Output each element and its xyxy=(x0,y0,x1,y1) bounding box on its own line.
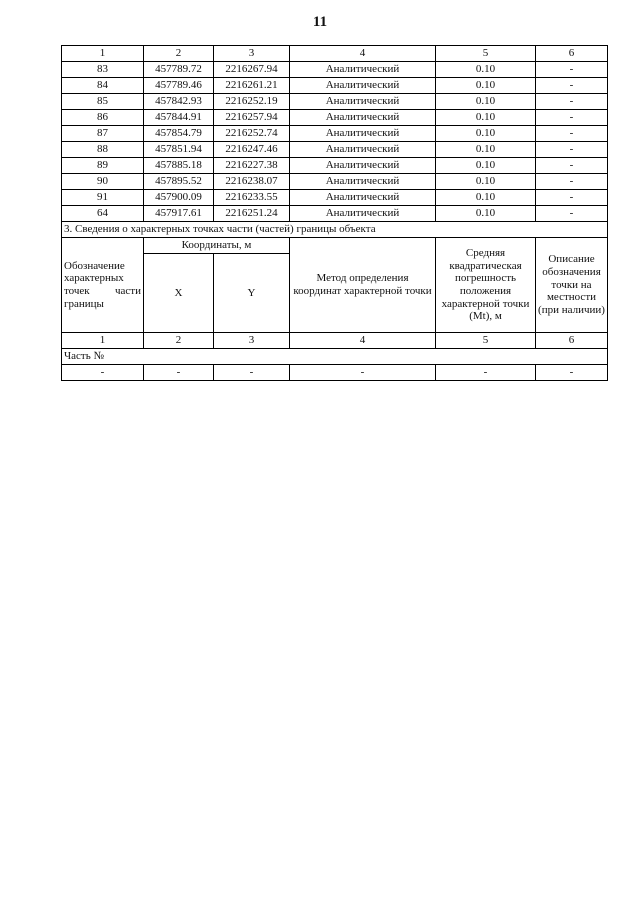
table-cell: 0.10 xyxy=(436,94,536,110)
table-cell: 91 xyxy=(62,190,144,206)
table-cell: 457789.72 xyxy=(144,62,214,78)
table-cell: 457844.91 xyxy=(144,110,214,126)
table-row xyxy=(62,158,608,174)
number-cell: 2 xyxy=(144,333,214,349)
table-cell: 88 xyxy=(62,142,144,158)
empty-cell: - xyxy=(214,365,290,381)
table-cell: Аналитический xyxy=(290,158,436,174)
table-cell: - xyxy=(536,190,608,206)
table-cell: 0.10 xyxy=(436,174,536,190)
table-row xyxy=(62,126,608,142)
table-cell: 2216252.74 xyxy=(214,126,290,142)
table-cell: 0.10 xyxy=(436,62,536,78)
number-cell: 3 xyxy=(214,333,290,349)
table-row xyxy=(62,206,608,222)
table-cell: 0.10 xyxy=(436,110,536,126)
table-cell: 457842.93 xyxy=(144,94,214,110)
coordinates-table xyxy=(61,45,608,381)
table-cell: 457917.61 xyxy=(144,206,214,222)
table-cell: - xyxy=(536,126,608,142)
table-cell: 2216257.94 xyxy=(214,110,290,126)
coordinates-header: Координаты, м xyxy=(144,238,290,254)
part-row xyxy=(62,349,608,365)
header-cell: 4 xyxy=(290,46,436,62)
table-cell: Аналитический xyxy=(290,206,436,222)
table-row xyxy=(62,94,608,110)
section3-title-row xyxy=(62,222,608,238)
table-cell: - xyxy=(536,94,608,110)
table-cell: Аналитический xyxy=(290,126,436,142)
table-cell: - xyxy=(536,110,608,126)
table-row xyxy=(62,62,608,78)
table-cell: 457854.79 xyxy=(144,126,214,142)
number-cell: 6 xyxy=(536,333,608,349)
part-label: Часть № xyxy=(62,349,608,365)
table-row xyxy=(62,110,608,126)
table-cell: - xyxy=(536,206,608,222)
header-cell: 5 xyxy=(436,46,536,62)
designation-header: Обозначение характерных точек части границы xyxy=(62,238,144,333)
description-header: Описание обозначения точки на местности (при наличии) xyxy=(536,238,608,333)
table-cell: 457885.18 xyxy=(144,158,214,174)
table-cell: 2216247.46 xyxy=(214,142,290,158)
table-cell: 85 xyxy=(62,94,144,110)
table-cell: 0.10 xyxy=(436,158,536,174)
header-cell: 2 xyxy=(144,46,214,62)
table-cell: 2216233.55 xyxy=(214,190,290,206)
table-cell: Аналитический xyxy=(290,174,436,190)
table-cell: 2216267.94 xyxy=(214,62,290,78)
table-cell: Аналитический xyxy=(290,62,436,78)
number-cell: 5 xyxy=(436,333,536,349)
table-cell: 64 xyxy=(62,206,144,222)
empty-cell: - xyxy=(62,365,144,381)
table-cell: Аналитический xyxy=(290,142,436,158)
table-cell: Аналитический xyxy=(290,78,436,94)
table-cell: - xyxy=(536,142,608,158)
header-cell: 3 xyxy=(214,46,290,62)
table-cell: 457900.09 xyxy=(144,190,214,206)
table-row xyxy=(62,142,608,158)
table-cell: 457789.46 xyxy=(144,78,214,94)
table-cell: 2216251.24 xyxy=(214,206,290,222)
empty-cell: - xyxy=(436,365,536,381)
header-cell: 6 xyxy=(536,46,608,62)
table-cell: - xyxy=(536,78,608,94)
y-header: Y xyxy=(214,254,290,333)
table-cell: 0.10 xyxy=(436,126,536,142)
header-cell: 1 xyxy=(62,46,144,62)
table-cell: 2216238.07 xyxy=(214,174,290,190)
table-cell: 2216252.19 xyxy=(214,94,290,110)
empty-cell: - xyxy=(290,365,436,381)
number-cell: 4 xyxy=(290,333,436,349)
section3-title: 3. Сведения о характерных точках части (частей) границы объекта xyxy=(62,222,608,238)
table-cell: Аналитический xyxy=(290,110,436,126)
empty-cell: - xyxy=(144,365,214,381)
table-cell: 90 xyxy=(62,174,144,190)
table-cell: 0.10 xyxy=(436,78,536,94)
table-cell: 457851.94 xyxy=(144,142,214,158)
table-cell: Аналитический xyxy=(290,94,436,110)
table-cell: 2216261.21 xyxy=(214,78,290,94)
page-number: 11 xyxy=(312,14,328,30)
method-header: Метод определения координат характерной точки xyxy=(290,238,436,333)
table-cell: 0.10 xyxy=(436,206,536,222)
table-header-row xyxy=(62,46,608,62)
table-cell: - xyxy=(536,174,608,190)
table-cell: 86 xyxy=(62,110,144,126)
table-cell: 84 xyxy=(62,78,144,94)
section3-body xyxy=(62,222,608,381)
section3-header-row-1 xyxy=(62,238,608,254)
table-cell: 457895.52 xyxy=(144,174,214,190)
table-cell: Аналитический xyxy=(290,190,436,206)
error-header: Средняя квадратическая погрешность положения характерной точки (Mt), м xyxy=(436,238,536,333)
table-cell: 0.10 xyxy=(436,142,536,158)
top-table-body xyxy=(62,46,608,222)
table-cell: 0.10 xyxy=(436,190,536,206)
x-header: X xyxy=(144,254,214,333)
table-cell: 89 xyxy=(62,158,144,174)
number-cell: 1 xyxy=(62,333,144,349)
table-cell: 83 xyxy=(62,62,144,78)
table-row xyxy=(62,78,608,94)
empty-row xyxy=(62,365,608,381)
table-cell: 2216227.38 xyxy=(214,158,290,174)
section3-number-row xyxy=(62,333,608,349)
empty-cell: - xyxy=(536,365,608,381)
table-row xyxy=(62,174,608,190)
table-cell: - xyxy=(536,62,608,78)
table-cell: - xyxy=(536,158,608,174)
table-cell: 87 xyxy=(62,126,144,142)
table-row xyxy=(62,190,608,206)
